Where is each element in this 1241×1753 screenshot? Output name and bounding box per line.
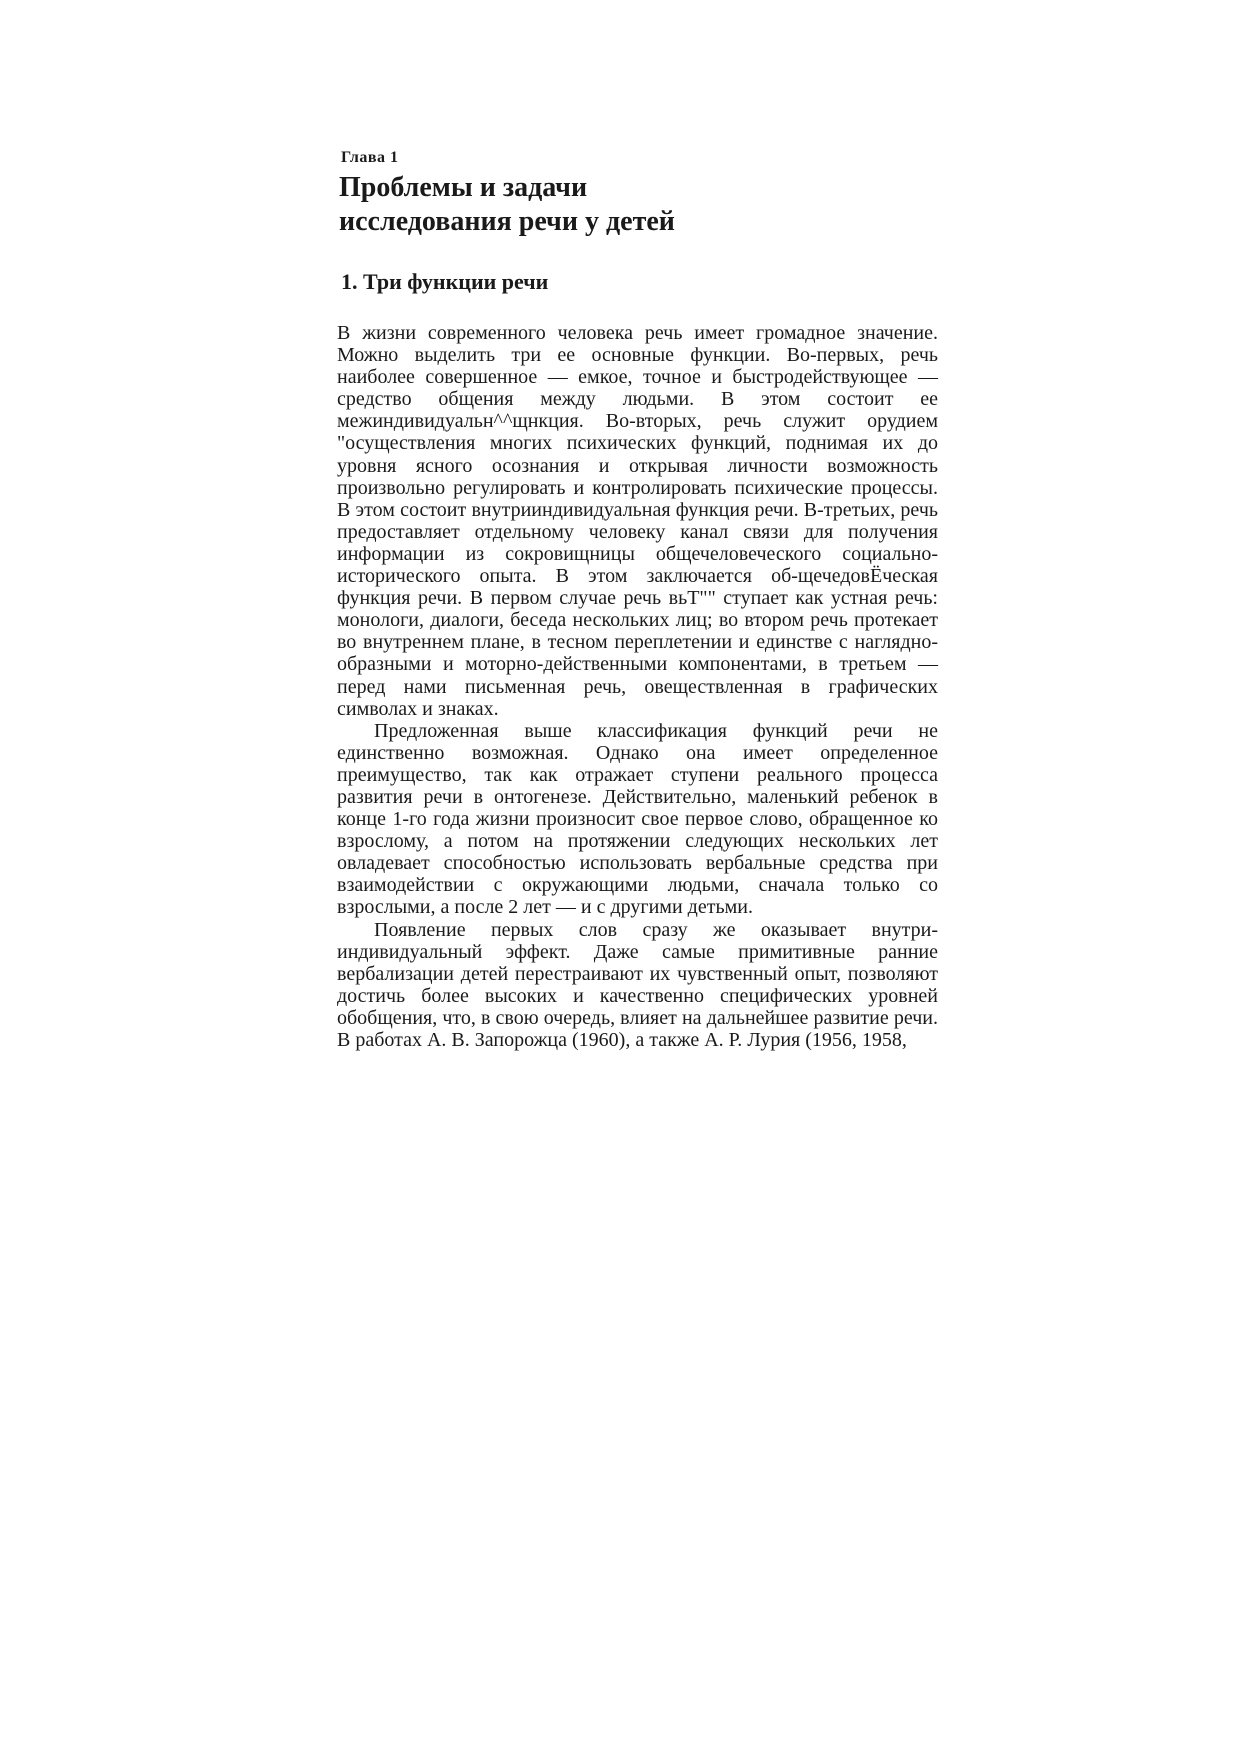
chapter-title-line-1: Проблемы и задачи xyxy=(339,172,588,203)
paragraph-1: В жизни современного человека речь имеет громадное значение. Можно выделить три ее основные функции. Во-первых, речь наиболее совершенное — емкое, точное и быстродействующее — средство общения между людьми. В этом состоит ее межиндивидуальн^^щнкция. Во-вторых, речь служит орудием "осуществления многих психических функций, поднимая их до уровня ясного осознания и открывая личности возможность произвольно регулировать и контролировать психические процессы. В этом состоит внутрииндивидуальная функция речи. В-третьих, речь предоставляет отдельному человеку канал связи для получения информации из сокровищницы общечеловеческого социально-исторического опыта. В этом заключается об-щечедовЁческая функция речи. В первом случае речь вьТ"" ступает как устная речь: монологи, диалоги, беседа нескольких лиц; во втором речь протекает во внутреннем плане, в тесном переплетении и единстве с наглядно-образными и моторно-действенными компонентами, в третьем — перед нами письменная речь, овеществленная в графических символах и знаках. xyxy=(337,322,938,720)
paragraph-2: Предложенная выше классификация функций речи не единственно возможная. Однако она имеет определенное преимущество, так как отражает ступени реального процесса развития речи в онтогенезе. Действительно, маленький ребенок в конце 1-го года жизни произносит свое первое слово, обращенное ко взрослому, а потом на протяжении следующих нескольких лет овладевает способностью использовать вербальные средства при взаимодействии с окружающими людьми, сначала только со взрослыми, а после 2 лет — и с другими детьми. xyxy=(337,719,938,919)
paragraph-3: Появление первых слов сразу же оказывает внутри-индивидуальный эффект. Даже самые примитивные ранние вербализации детей перестраивают их чувственный опыт, позволяют достичь более высоких и качественно специфических уровней обобщения, что, в свою очередь, влияет на дальнейшее развитие речи. В работах А. В. Запорожца (1960), а также А. Р. Лурия (1956, 1958, xyxy=(337,918,938,1051)
chapter-label: Глава 1 xyxy=(341,149,399,166)
body-text xyxy=(337,322,938,1051)
chapter-title xyxy=(339,171,899,239)
chapter-title-line-2: исследования речи у детей xyxy=(339,206,675,237)
section-heading: 1. Три функции речи xyxy=(341,269,549,294)
